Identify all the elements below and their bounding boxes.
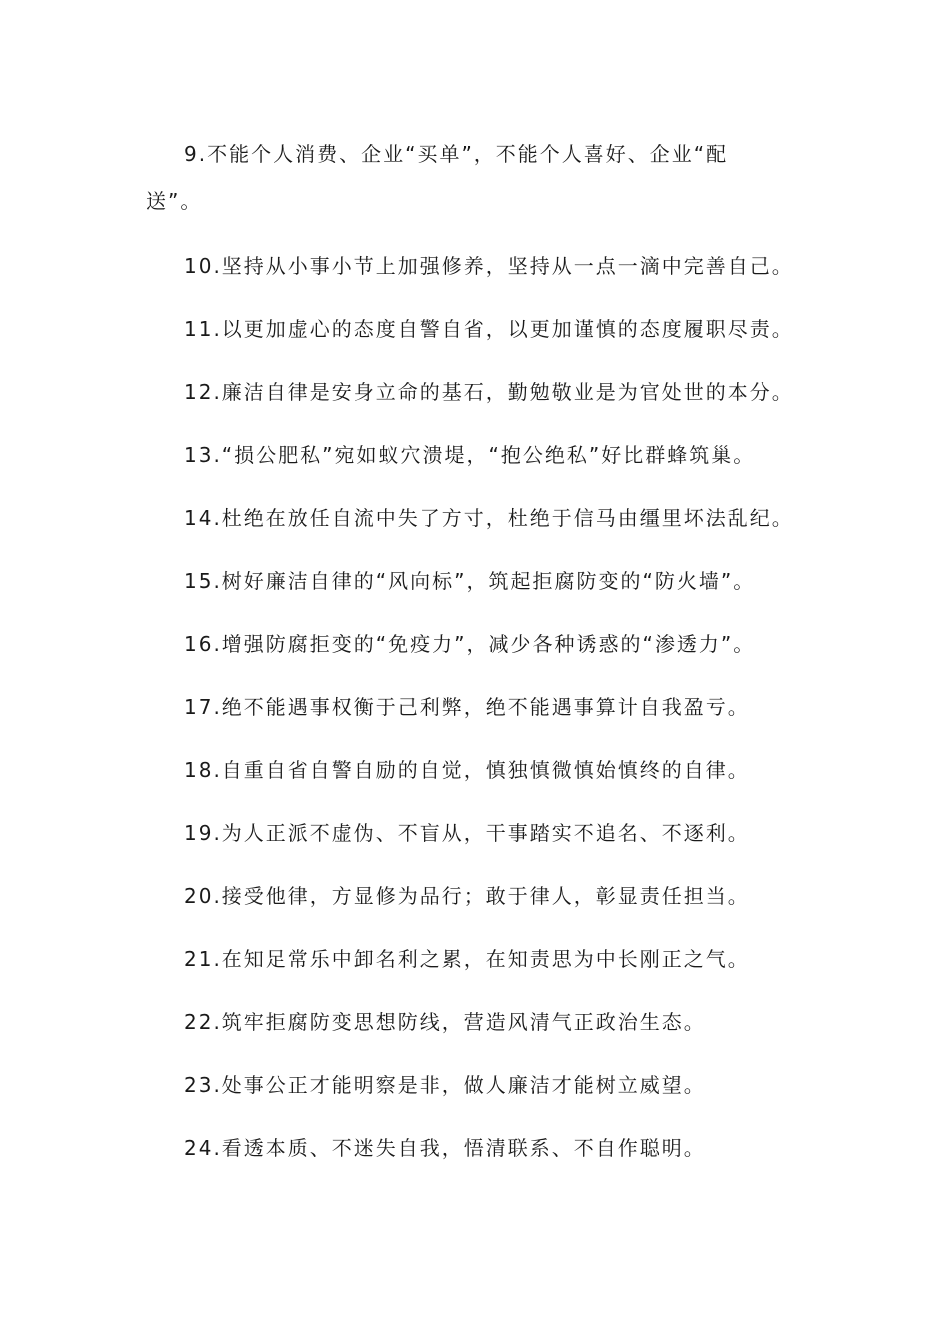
item-10: 10.坚持从小事小节上加强修养，坚持从一点一滴中完善自己。	[184, 254, 794, 278]
item-24: 24.看透本质、不迷失自我，悟清联系、不自作聪明。	[184, 1136, 706, 1160]
item-21: 21.在知足常乐中卸名利之累，在知责思为中长刚正之气。	[184, 947, 750, 971]
item-9-line-1: 9.不能个人消费、企业“买单”，不能个人喜好、企业“配	[184, 142, 729, 166]
item-12: 12.廉洁自律是安身立命的基石，勤勉敬业是为官处世的本分。	[184, 380, 794, 404]
item-15: 15.树好廉洁自律的“风向标”，筑起拒腐防变的“防火墙”。	[184, 569, 756, 593]
item-18: 18.自重自省自警自励的自觉，慎独慎微慎始慎终的自律。	[184, 758, 750, 782]
item-13: 13.“损公肥私”宛如蚁穴溃堤，“抱公绝私”好比群蜂筑巢。	[184, 443, 756, 467]
item-20: 20.接受他律，方显修为品行；敢于律人，彰显责任担当。	[184, 884, 750, 908]
item-19: 19.为人正派不虚伪、不盲从，干事踏实不追名、不逐利。	[184, 821, 750, 845]
item-14: 14.杜绝在放任自流中失了方寸，杜绝于信马由缰里坏法乱纪。	[184, 506, 794, 530]
item-22: 22.筑牢拒腐防变思想防线，营造风清气正政治生态。	[184, 1010, 706, 1034]
item-11: 11.以更加虚心的态度自警自省，以更加谨慎的态度履职尽责。	[184, 317, 794, 341]
item-17: 17.绝不能遇事权衡于己利弊，绝不能遇事算计自我盈亏。	[184, 695, 750, 719]
item-9-line-2: 送”。	[146, 189, 203, 213]
item-23: 23.处事公正才能明察是非，做人廉洁才能树立威望。	[184, 1073, 706, 1097]
item-16: 16.增强防腐拒变的“免疫力”，减少各种诱惑的“渗透力”。	[184, 632, 756, 656]
